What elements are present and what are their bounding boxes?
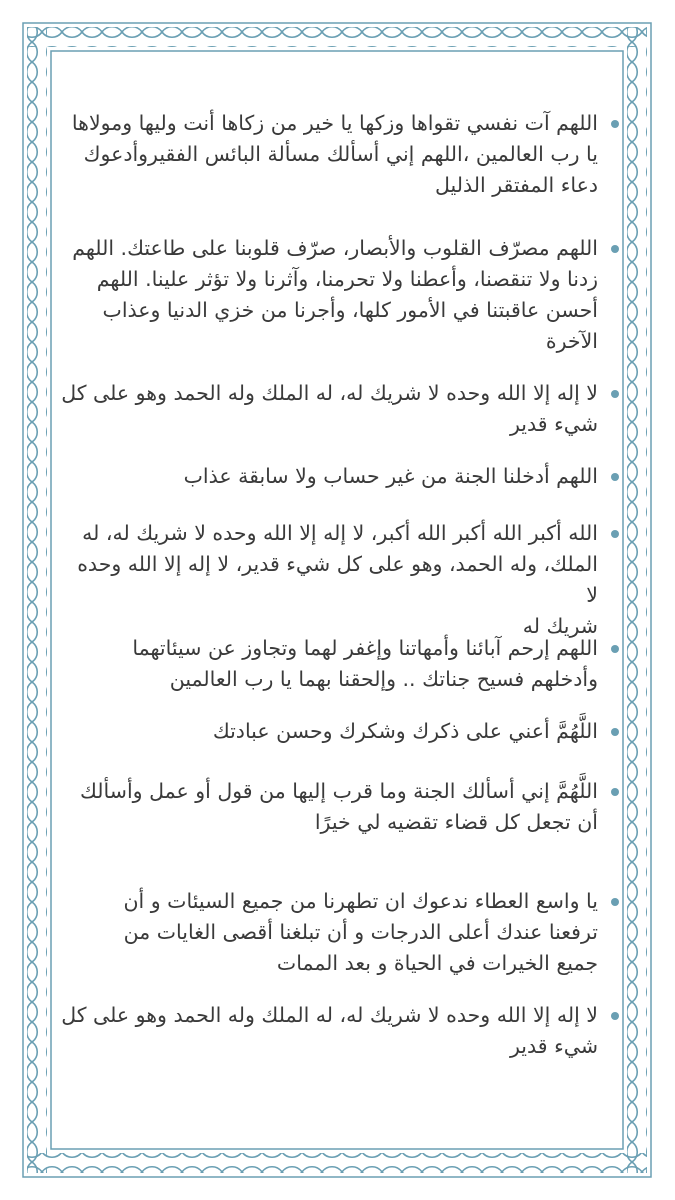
prayer-item bbox=[60, 716, 620, 747]
prayer-text: اللهم مصرّف القلوب والأبصار، صرّف قلوبنا على طاعتك. اللهم زدنا ولا تنقصنا، وأعطنا ولا تحرمنا، وآثرنا ولا تؤثر علينا. اللهم أحسن عاقبتنا في الأمور كلها، وأجرنا من خزي الدنيا وعذاب الآخرة bbox=[72, 236, 598, 353]
bullet-dot bbox=[611, 645, 619, 653]
prayer-text: الله أكبر الله أكبر الله أكبر، لا إله إلا الله وحده لا شريك له، له الملك، وله الحمد، وهو على كل شيء قدير، لا إله إلا الله وحده لا شريك له bbox=[77, 521, 598, 638]
prayer-item bbox=[60, 518, 620, 642]
bullet-dot bbox=[611, 1012, 619, 1020]
prayer-text: اللَّهُمَّ أعني على ذكرك وشكرك وحسن عبادتك bbox=[212, 719, 598, 743]
prayer-item bbox=[60, 633, 620, 695]
prayer-text: اللهم آت نفسي تقواها وزكها يا خير من زكاها أنت وليها ومولاها يا رب العالمين ،اللهم إني أسألك مسألة البائس الفقيروأدعوك دعاء المفتقر الذليل bbox=[71, 111, 598, 197]
bullet-dot bbox=[611, 728, 619, 736]
border-bottom-chain bbox=[27, 1153, 647, 1173]
bullet-dot bbox=[611, 120, 619, 128]
prayer-item bbox=[60, 776, 620, 838]
prayer-text: لا إله إلا الله وحده لا شريك له، له الملك وله الحمد وهو على كل شيء قدير bbox=[61, 1003, 598, 1058]
bullet-dot bbox=[611, 245, 619, 253]
prayer-text: اللَّهُمَّ إني أسألك الجنة وما قرب إليها من قول أو عمل وأسألك أن تجعل كل قضاء تقضيه لي خيرًا bbox=[80, 779, 598, 834]
prayer-item bbox=[60, 378, 620, 440]
prayer-item bbox=[60, 461, 620, 492]
prayer-item bbox=[60, 233, 620, 357]
border-top-chain bbox=[27, 27, 647, 47]
bullet-dot bbox=[611, 390, 619, 398]
bullet-dot bbox=[611, 530, 619, 538]
prayer-text: اللهم إرحم آبائنا وأمهاتنا وإغفر لهما وتجاوز عن سيئاتهما وأدخلهم فسيح جناتك .. وإلحقنا بهما يا رب العالمين bbox=[132, 636, 598, 691]
prayer-text: لا إله إلا الله وحده لا شريك له، له الملك وله الحمد وهو على كل شيء قدير bbox=[61, 381, 598, 436]
bullet-dot bbox=[611, 473, 619, 481]
prayer-text: يا واسع العطاء ندعوك ان تطهرنا من جميع السيئات و أن ترفعنا عندك أعلى الدرجات و أن تبلغنا أقصى الغايات من جميع الخيرات في الحياة و بعد الممات bbox=[123, 889, 598, 975]
border-right-chain bbox=[627, 27, 647, 1173]
prayer-list bbox=[60, 108, 620, 1128]
bullet-dot bbox=[611, 898, 619, 906]
prayer-text: اللهم أدخلنا الجنة من غير حساب ولا سابقة عذاب bbox=[183, 464, 598, 488]
prayer-item bbox=[60, 886, 620, 979]
bullet-dot bbox=[611, 788, 619, 796]
border-left-chain bbox=[27, 27, 47, 1173]
prayer-item bbox=[60, 108, 620, 201]
prayer-item bbox=[60, 1000, 620, 1062]
